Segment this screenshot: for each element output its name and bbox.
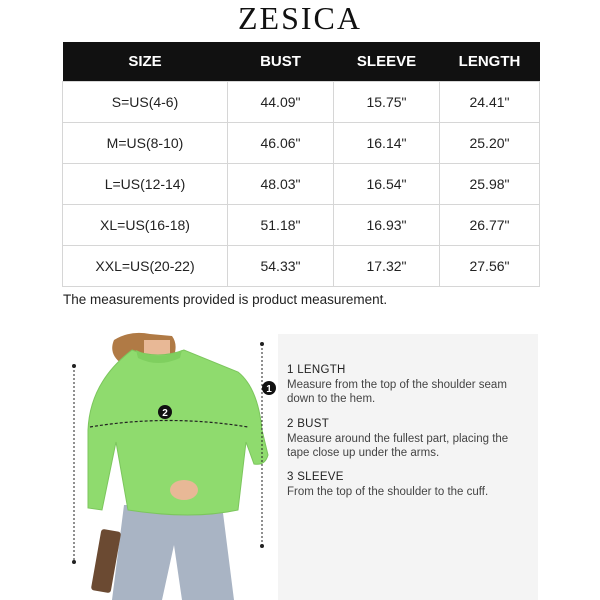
cell-bust: 48.03" — [228, 164, 334, 205]
cell-size: S=US(4-6) — [63, 82, 228, 123]
cell-sleeve: 15.75" — [334, 82, 440, 123]
cell-length: 27.56" — [440, 246, 540, 287]
measurement-note: The measurements provided is product measurement. — [63, 292, 388, 307]
instruction-text: Measure from the top of the shoulder seam down to the hem. — [287, 379, 507, 405]
table-row — [63, 82, 540, 123]
cell-length: 26.77" — [440, 205, 540, 246]
instruction-text: From the top of the shoulder to the cuff. — [287, 486, 489, 498]
cell-length: 24.41" — [440, 82, 540, 123]
table-header-row — [63, 42, 540, 82]
table-row — [63, 164, 540, 205]
table-row — [63, 246, 540, 287]
sweater-measurement-illustration — [62, 330, 277, 600]
cell-bust: 44.09" — [228, 82, 334, 123]
cell-bust: 46.06" — [228, 123, 334, 164]
measurement-instructions-panel — [278, 334, 538, 600]
cell-length: 25.20" — [440, 123, 540, 164]
cell-bust: 54.33" — [228, 246, 334, 287]
instruction-heading: 3 SLEEVE — [287, 471, 344, 483]
size-chart-table — [62, 42, 540, 287]
left-guide-top-dot — [72, 364, 76, 368]
neck-shape — [144, 340, 170, 356]
header-length: LENGTH — [440, 42, 540, 82]
cell-sleeve: 16.14" — [334, 123, 440, 164]
left-guide-bottom-dot — [72, 560, 76, 564]
header-size: SIZE — [63, 42, 228, 82]
header-bust: BUST — [228, 42, 334, 82]
cell-sleeve: 17.32" — [334, 246, 440, 287]
jeans-shape — [112, 505, 234, 600]
length-line-top-dot — [260, 342, 264, 346]
cell-sleeve: 16.93" — [334, 205, 440, 246]
header-sleeve: SLEEVE — [334, 42, 440, 82]
instruction-sleeve — [287, 470, 532, 499]
brand-logo: ZESICA — [238, 0, 362, 36]
instruction-heading: 2 BUST — [287, 418, 330, 430]
instruction-length — [287, 363, 532, 406]
table-row — [63, 205, 540, 246]
cell-size: XL=US(16-18) — [63, 205, 228, 246]
cell-bust: 51.18" — [228, 205, 334, 246]
cell-size: M=US(8-10) — [63, 123, 228, 164]
table-row — [63, 123, 540, 164]
instruction-text: Measure around the fullest part, placing the tape close up under the arms. — [287, 433, 509, 459]
length-line-bottom-dot — [260, 544, 264, 548]
hand-shape — [170, 480, 198, 500]
cell-sleeve: 16.54" — [334, 164, 440, 205]
bust-marker-label: 2 — [162, 408, 168, 419]
instruction-bust — [287, 417, 532, 460]
cell-size: XXL=US(20-22) — [63, 246, 228, 287]
instruction-heading: 1 LENGTH — [287, 364, 346, 376]
length-marker-label: 1 — [266, 384, 272, 395]
cell-size: L=US(12-14) — [63, 164, 228, 205]
cell-length: 25.98" — [440, 164, 540, 205]
